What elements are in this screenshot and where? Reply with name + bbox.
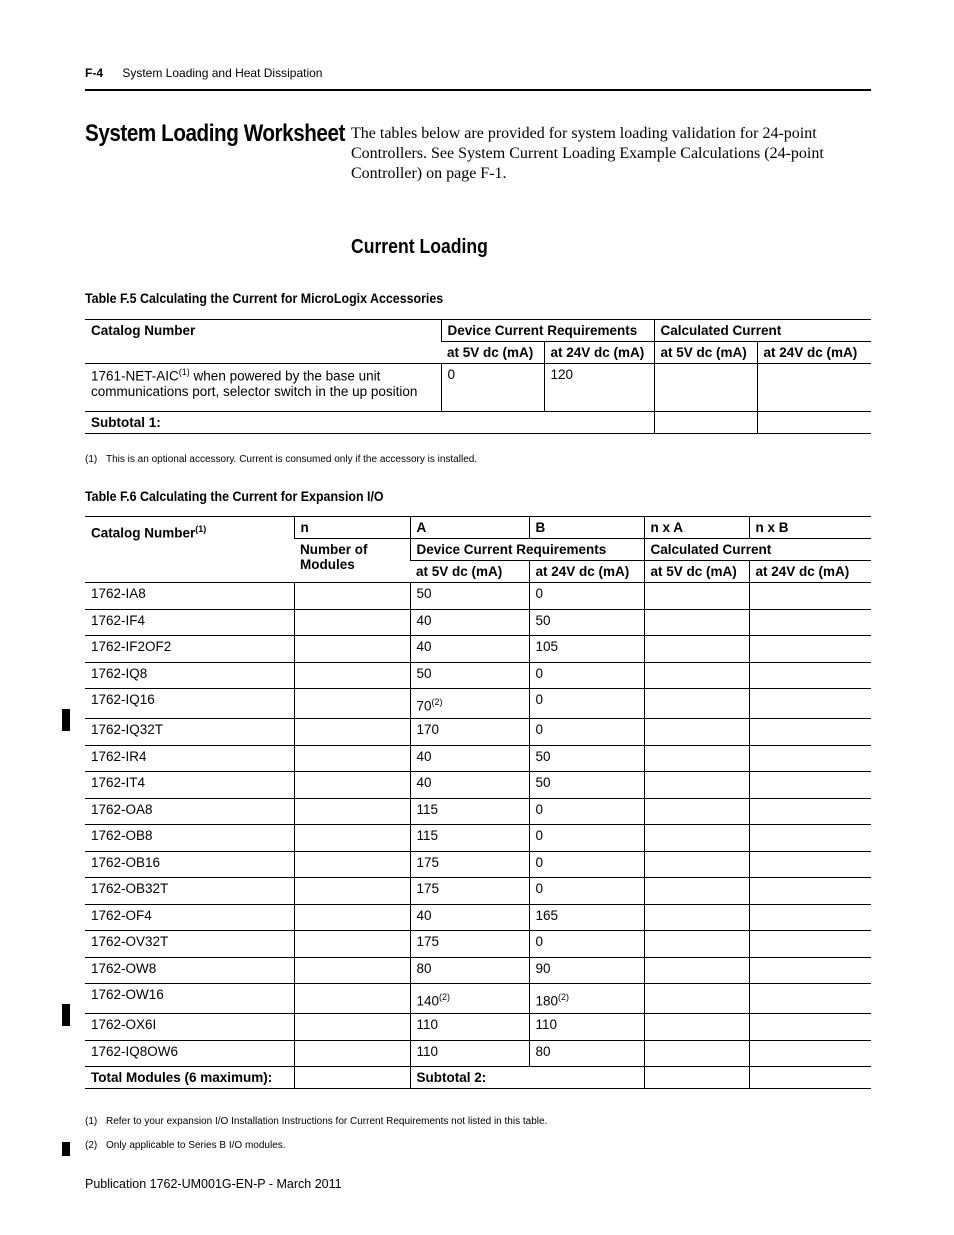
- section-heading: Current Loading: [351, 236, 488, 258]
- modules-count-cell: [294, 609, 410, 636]
- expansion-io-table: [85, 516, 871, 1089]
- table-row: [85, 904, 871, 931]
- calc-5v-cell: [644, 957, 749, 984]
- catalog-cell: 1762-IF4: [85, 609, 294, 636]
- catalog-cell: 1762-OW8: [85, 957, 294, 984]
- table-row: [85, 957, 871, 984]
- catalog-cell: 1762-IT4: [85, 772, 294, 799]
- calc-24v-cell: [749, 609, 871, 636]
- current-5v-cell: 40: [410, 772, 529, 799]
- modules-count-cell: [294, 719, 410, 746]
- current-5v-cell: 170: [410, 719, 529, 746]
- table-row: [85, 798, 871, 825]
- current-24v-cell: 110: [529, 1014, 644, 1041]
- catalog-cell: 1762-OB16: [85, 851, 294, 878]
- table-row: [85, 825, 871, 852]
- col-catalog: Catalog Number: [85, 320, 441, 364]
- modules-count-cell: [294, 1014, 410, 1041]
- table6-caption: Table F.6 Calculating the Current for Expansion I/O: [85, 489, 384, 504]
- col-device: Device Current Requirements: [441, 320, 654, 342]
- change-bar: [62, 1004, 70, 1026]
- modules-count-cell: [294, 957, 410, 984]
- table-row: [85, 662, 871, 689]
- footnote: (2) Only applicable to Series B I/O modules.: [85, 1140, 286, 1151]
- current-5v-cell: 110: [410, 1014, 529, 1041]
- catalog-cell: 1762-OB32T: [85, 878, 294, 905]
- calc-5v-cell: [644, 931, 749, 958]
- table-row: [85, 1014, 871, 1041]
- modules-count-cell: [294, 878, 410, 905]
- modules-count-cell: [294, 689, 410, 719]
- calc-5v-cell: [644, 904, 749, 931]
- current-24v-cell: 0: [529, 825, 644, 852]
- calc-5v-cell: [644, 772, 749, 799]
- total-modules-label: Total Modules (6 maximum):: [85, 1067, 294, 1089]
- calc-24v-cell: [749, 1014, 871, 1041]
- calc-5v-cell: [644, 878, 749, 905]
- calc-5v-cell: [644, 662, 749, 689]
- calc-24v-cell: [749, 772, 871, 799]
- col-calc: Calculated Current: [654, 320, 871, 342]
- calc-24v-cell: [749, 689, 871, 719]
- catalog-cell: 1762-OV32T: [85, 931, 294, 958]
- current-24v-cell: 105: [529, 636, 644, 663]
- catalog-cell: 1762-IA8: [85, 583, 294, 610]
- catalog-cell: 1762-IQ8: [85, 662, 294, 689]
- col-device: Device Current Requirements: [410, 539, 644, 561]
- current-24v-cell: 180$^{(2)}$: [529, 984, 644, 1014]
- current-24v-cell: 0: [529, 662, 644, 689]
- current-5v-cell: 175: [410, 878, 529, 905]
- catalog-cell: 1762-IQ32T: [85, 719, 294, 746]
- calc-24v-cell: [749, 719, 871, 746]
- subtotal-label: Subtotal 1:: [85, 412, 654, 434]
- col-calc: Calculated Current: [644, 539, 871, 561]
- current-24v-cell: 0: [529, 931, 644, 958]
- total-row: [85, 1067, 871, 1089]
- change-bar: [62, 1142, 70, 1156]
- col-at24: at 24V dc (mA): [749, 561, 871, 583]
- modules-count-cell: [294, 636, 410, 663]
- table-row: [85, 772, 871, 799]
- catalog-cell: 1762-OA8: [85, 798, 294, 825]
- current-24v-cell: 50: [529, 772, 644, 799]
- col-at24: at 24V dc (mA): [544, 342, 654, 364]
- accessories-table: [85, 319, 871, 434]
- table-row: [85, 931, 871, 958]
- col-at5: at 5V dc (mA): [441, 342, 544, 364]
- catalog-cell: 1761-NET-AIC$^{(1)}$ when powered by the base unit communications port, selector switch in the up position: [85, 364, 441, 412]
- calc-5v-cell: [644, 689, 749, 719]
- table-row: [85, 636, 871, 663]
- current-24v-cell: 50: [529, 745, 644, 772]
- col-num-modules: Number of Modules: [294, 539, 410, 583]
- current-5v-cell: 50: [410, 662, 529, 689]
- col-nxb: n x B: [749, 517, 871, 539]
- cell-5v: 0: [441, 364, 544, 412]
- modules-count-cell: [294, 745, 410, 772]
- current-5v-cell: 70$^{(2)}$: [410, 689, 529, 719]
- calc-24v-cell: [749, 583, 871, 610]
- current-5v-cell: 40: [410, 636, 529, 663]
- page-number: F-4: [85, 66, 103, 80]
- catalog-cell: 1762-IQ16: [85, 689, 294, 719]
- table-row: [85, 878, 871, 905]
- catalog-cell: 1762-IF2OF2: [85, 636, 294, 663]
- calc-24v-cell: [749, 984, 871, 1014]
- table-row: [85, 984, 871, 1014]
- table-row: [85, 689, 871, 719]
- footnote: (1) Refer to your expansion I/O Installation Instructions for Current Requirements not listed in this table.: [85, 1116, 548, 1127]
- calc-5v-cell: [644, 1014, 749, 1041]
- calc-24v-cell: [749, 1040, 871, 1067]
- subtotal-24v: [749, 1067, 871, 1089]
- current-5v-cell: 80: [410, 957, 529, 984]
- section-title: System Loading and Heat Dissipation: [122, 66, 323, 80]
- current-24v-cell: 165: [529, 904, 644, 931]
- table-header-row: [85, 517, 871, 539]
- current-24v-cell: 0: [529, 719, 644, 746]
- table-row: [85, 851, 871, 878]
- calc-5v-cell: [644, 583, 749, 610]
- calc-24v-cell: [749, 904, 871, 931]
- calc-5v-cell: [644, 1040, 749, 1067]
- subtotal-label: Subtotal 2:: [410, 1067, 644, 1089]
- subtotal-24v: [757, 412, 871, 434]
- current-5v-cell: 175: [410, 931, 529, 958]
- calc-24v-cell: [749, 851, 871, 878]
- calc-24v-cell: [757, 364, 871, 412]
- catalog-cell: 1762-IR4: [85, 745, 294, 772]
- modules-count-cell: [294, 825, 410, 852]
- col-nxa: n x A: [644, 517, 749, 539]
- current-5v-cell: 115: [410, 798, 529, 825]
- current-24v-cell: 0: [529, 798, 644, 825]
- current-24v-cell: 0: [529, 851, 644, 878]
- current-24v-cell: 0: [529, 689, 644, 719]
- current-5v-cell: 40: [410, 609, 529, 636]
- header-rule: [85, 89, 871, 91]
- table-row: [85, 745, 871, 772]
- calc-24v-cell: [749, 825, 871, 852]
- footnote: (1) This is an optional accessory. Current is consumed only if the accessory is installed.: [85, 454, 478, 465]
- catalog-cell: 1762-OW16: [85, 984, 294, 1014]
- current-5v-cell: 115: [410, 825, 529, 852]
- page-title: System Loading Worksheet: [85, 120, 345, 147]
- publication-footer: Publication 1762-UM001G-EN-P - March 2011: [85, 1177, 342, 1191]
- subtotal-5v: [644, 1067, 749, 1089]
- catalog-cell: 1762-OX6I: [85, 1014, 294, 1041]
- calc-5v-cell: [644, 825, 749, 852]
- col-a: A: [410, 517, 529, 539]
- subtotal-5v: [654, 412, 757, 434]
- calc-5v-cell: [644, 745, 749, 772]
- calc-5v-cell: [644, 798, 749, 825]
- col-n: n: [294, 517, 410, 539]
- modules-count-cell: [294, 798, 410, 825]
- table5-caption: Table F.5 Calculating the Current for MicroLogix Accessories: [85, 291, 444, 306]
- modules-count-cell: [294, 931, 410, 958]
- table-row: [85, 719, 871, 746]
- current-5v-cell: 40: [410, 745, 529, 772]
- calc-24v-cell: [749, 636, 871, 663]
- calc-24v-cell: [749, 931, 871, 958]
- current-5v-cell: 40: [410, 904, 529, 931]
- table-row: [85, 583, 871, 610]
- cell-24v: 120: [544, 364, 654, 412]
- current-5v-cell: 110: [410, 1040, 529, 1067]
- modules-count-cell: [294, 904, 410, 931]
- calc-24v-cell: [749, 878, 871, 905]
- calc-5v-cell: [644, 609, 749, 636]
- current-5v-cell: 50: [410, 583, 529, 610]
- change-bar: [62, 709, 70, 731]
- current-24v-cell: 80: [529, 1040, 644, 1067]
- col-at5: at 5V dc (mA): [654, 342, 757, 364]
- catalog-cell: 1762-OF4: [85, 904, 294, 931]
- modules-count-cell: [294, 583, 410, 610]
- total-modules-cell: [294, 1067, 410, 1089]
- running-header: [85, 66, 322, 80]
- current-5v-cell: 175: [410, 851, 529, 878]
- col-at24: at 24V dc (mA): [757, 342, 871, 364]
- catalog-cell: 1762-IQ8OW6: [85, 1040, 294, 1067]
- modules-count-cell: [294, 851, 410, 878]
- current-5v-cell: 140$^{(2)}$: [410, 984, 529, 1014]
- calc-24v-cell: [749, 745, 871, 772]
- calc-24v-cell: [749, 957, 871, 984]
- col-at5: at 5V dc (mA): [644, 561, 749, 583]
- calc-24v-cell: [749, 662, 871, 689]
- current-24v-cell: 0: [529, 583, 644, 610]
- intro-paragraph: The tables below are provided for system loading validation for 24-point Controllers. See System Current Loading Example Calculations (24-point Controller) on page F-1.: [351, 125, 824, 182]
- calc-5v-cell: [644, 851, 749, 878]
- modules-count-cell: [294, 1040, 410, 1067]
- col-at5: at 5V dc (mA): [410, 561, 529, 583]
- table-row: [85, 364, 871, 412]
- modules-count-cell: [294, 662, 410, 689]
- col-catalog: Catalog Number$^{(1)}$: [85, 517, 294, 583]
- table-row: [85, 1040, 871, 1067]
- modules-count-cell: [294, 984, 410, 1014]
- current-24v-cell: 90: [529, 957, 644, 984]
- current-24v-cell: 50: [529, 609, 644, 636]
- catalog-cell: 1762-OB8: [85, 825, 294, 852]
- col-at24: at 24V dc (mA): [529, 561, 644, 583]
- col-b: B: [529, 517, 644, 539]
- calc-5v-cell: [644, 984, 749, 1014]
- calc-5v-cell: [644, 719, 749, 746]
- table-row: [85, 609, 871, 636]
- subtotal-row: [85, 412, 871, 434]
- calc-24v-cell: [749, 798, 871, 825]
- current-24v-cell: 0: [529, 878, 644, 905]
- table-header-row: [85, 320, 871, 342]
- calc-5v-cell: [654, 364, 757, 412]
- modules-count-cell: [294, 772, 410, 799]
- calc-5v-cell: [644, 636, 749, 663]
